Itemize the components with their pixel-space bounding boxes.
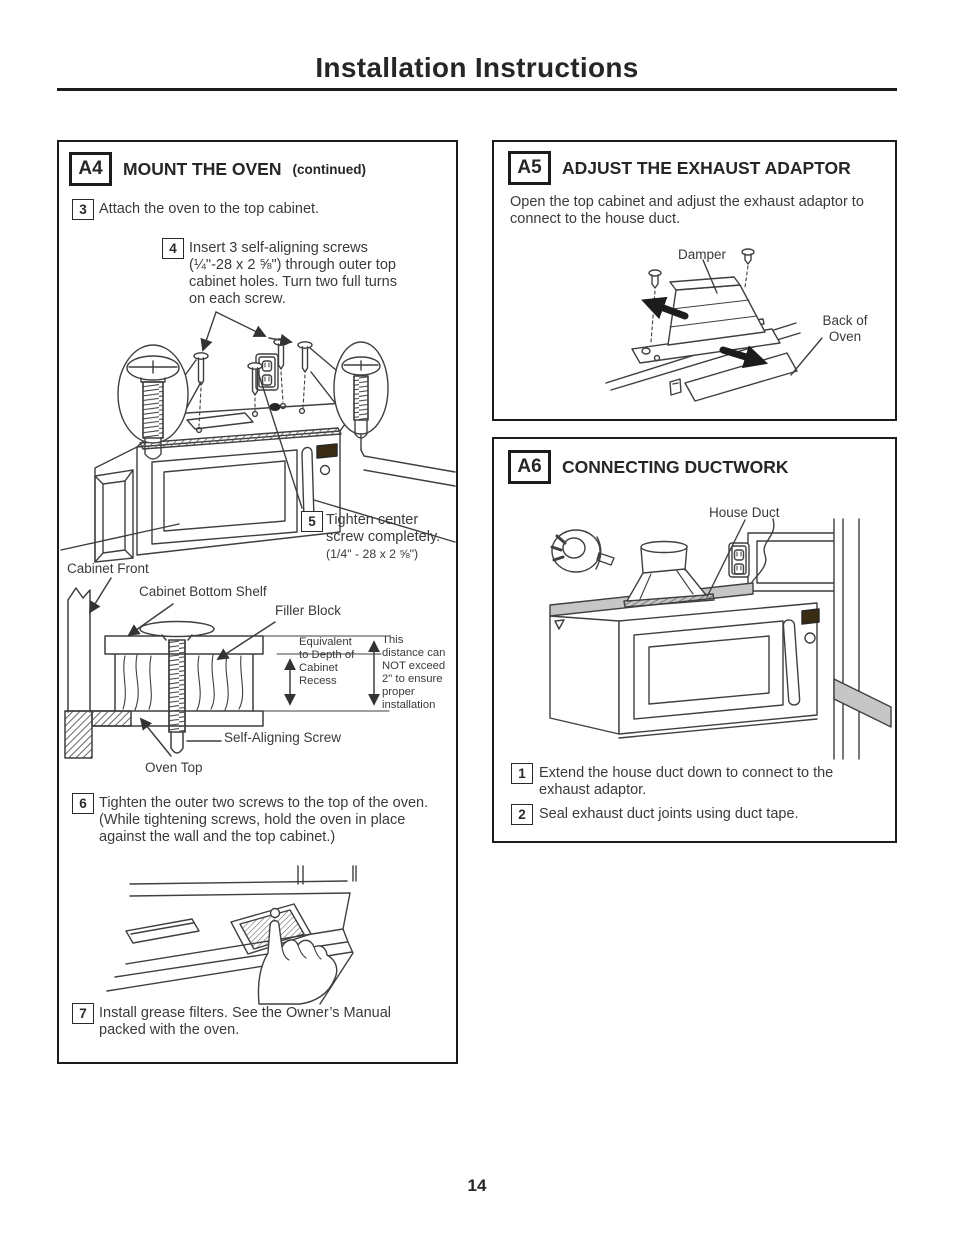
step-6-text: Tighten the outer two screws to the top of the oven. (While tightening screws, hold the oven in place against the wall and the top cabinet.) [99, 795, 429, 845]
section-a5-header [508, 151, 851, 185]
label-house-duct: House Duct [709, 505, 780, 520]
page-number: 14 [467, 1176, 487, 1195]
label-cabinet-front: Cabinet Front [67, 561, 149, 576]
a5-intro-text: Open the top cabinet and adjust the exhaust adaptor to connect to the house duct. [510, 194, 864, 227]
step-5-text-main: Tighten center screw completely. [326, 512, 441, 545]
section-a6-connecting-ductwork [492, 437, 897, 843]
a6-step-2-text: Seal exhaust duct joints using duct tape. [539, 806, 799, 822]
section-a4-continued: (continued) [292, 161, 366, 177]
screw-callout-right [310, 342, 388, 438]
section-badge-a6: A6 [508, 450, 551, 484]
step-3-number: 3 [72, 199, 94, 220]
section-a6-title: CONNECTING DUCTWORK [562, 456, 789, 477]
label-self-aligning-screw: Self-Aligning Screw [224, 730, 342, 745]
label-damper: Damper [678, 247, 727, 262]
step-5-text [326, 512, 448, 561]
ductwork-diagram [501, 519, 891, 759]
label-cabinet-bottom-shelf: Cabinet Bottom Shelf [139, 584, 267, 599]
page-title: Installation Instructions [315, 52, 639, 83]
a6-step-2-number: 2 [511, 804, 533, 825]
section-badge-a5: A5 [508, 151, 551, 185]
label-back-of-oven: Back of Oven [822, 313, 868, 344]
label-filler-block: Filler Block [275, 603, 342, 618]
step-5-number: 5 [301, 511, 323, 532]
a6-step-1-text: Extend the house duct down to connect to the exhaust adaptor. [539, 765, 834, 798]
section-a5-title: ADJUST THE EXHAUST ADAPTOR [562, 157, 851, 178]
step-7-number: 7 [72, 1003, 94, 1024]
step-7-text: Install grease filters. See the Owner’s Manual packed with the oven. [99, 1005, 392, 1038]
label-distance-note: This distance can NOT exceed 2" to ensure proper installation [382, 634, 446, 712]
a6-step-1-number: 1 [511, 763, 533, 784]
step-6-number: 6 [72, 793, 94, 814]
title-rule [57, 88, 897, 91]
section-a4-mount-the-oven [57, 140, 458, 1064]
label-oven-top: Oven Top [145, 760, 203, 775]
step-4-text: Insert 3 self-aligning screws (¼"-28 x 2 ⅝") through outer top cabinet holes. Turn two full turns on each screw. [189, 240, 397, 307]
step-5-note: (1/4" - 28 x 2 ⅝") [326, 546, 419, 561]
section-badge-a4: A4 [69, 152, 112, 186]
step-3-text: Attach the oven to the top cabinet. [99, 201, 320, 217]
section-a5-adjust-exhaust-adaptor [492, 140, 897, 421]
section-a6-header [508, 450, 789, 484]
section-a4-header [69, 152, 366, 186]
label-equivalent-depth: Equivalent to Depth of Cabinet Recess [299, 636, 355, 688]
step-4-number: 4 [162, 238, 184, 259]
section-a4-title: MOUNT THE OVEN [123, 158, 282, 179]
grease-filter-diagram [107, 854, 442, 1004]
